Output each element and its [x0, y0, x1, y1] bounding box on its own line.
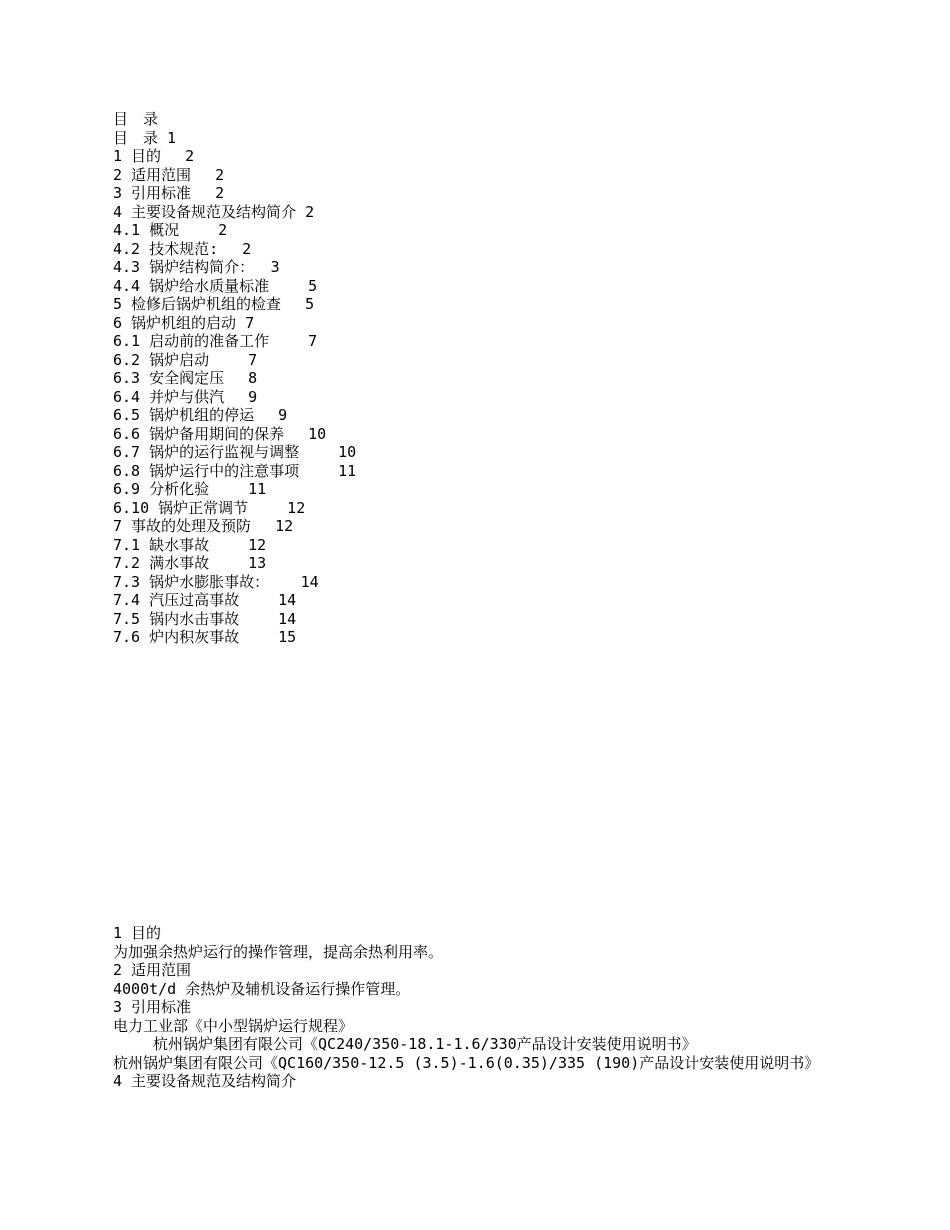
toc-entry[interactable]: 7.3 锅炉水膨胀事故： 14 — [113, 572, 319, 591]
paragraph: 4000t/d 余热炉及辅机设备运行操作管理。 — [113, 979, 411, 998]
toc-entry[interactable]: 6.1 启动前的准备工作 7 — [113, 332, 318, 350]
toc-entry[interactable]: 6.4 并炉与供汽 9 — [113, 387, 258, 406]
section-heading: 4 主要设备规范及结构简介 — [113, 1072, 297, 1090]
toc-entry[interactable]: 7 事故的处理及预防 12 — [113, 517, 294, 535]
section-heading: 3 引用标准 — [113, 998, 192, 1016]
toc-entry[interactable]: 6.5 锅炉机组的停运 9 — [113, 406, 288, 424]
toc-entry[interactable]: 7.2 满水事故 13 — [113, 554, 267, 572]
paragraph: 为加强余热炉运行的操作管理，提高余热利用率。 — [113, 942, 444, 961]
table-of-contents — [113, 110, 873, 647]
toc-entry[interactable]: 6 锅炉机组的启动 7 — [113, 313, 255, 332]
section-heading: 1 目的 — [113, 924, 162, 942]
toc-entry[interactable]: 7.1 缺水事故 12 — [113, 535, 267, 554]
section-heading: 2 适用范围 — [113, 961, 192, 979]
reference-item: 杭州锅炉集团有限公司《QC160/350-12.5 (3.5)-1.6(0.35)/335 (190)产品设计安装使用说明书》 — [113, 1053, 820, 1072]
toc-entry[interactable]: 6.10 锅炉正常调节 12 — [113, 498, 306, 517]
toc-entry[interactable]: 6.2 锅炉启动 7 — [113, 350, 258, 369]
toc-entry[interactable]: 4.1 概况 2 — [113, 221, 228, 239]
toc-entry[interactable]: 目 录 1 — [113, 128, 177, 147]
toc-entry[interactable]: 1 目的 2 — [113, 147, 195, 165]
toc-entry[interactable]: 6.6 锅炉备用期间的保养 10 — [113, 424, 327, 443]
toc-entry[interactable]: 7.4 汽压过高事故 14 — [113, 591, 297, 609]
reference-item: 电力工业部《中小型锅炉运行规程》 — [113, 1016, 354, 1035]
toc-entry[interactable]: 6.8 锅炉运行中的注意事项 11 — [113, 461, 357, 480]
document-body — [113, 924, 833, 1091]
toc-entry[interactable]: 4.2 技术规范: 2 — [113, 239, 252, 258]
toc-entry[interactable]: 3 引用标准 2 — [113, 184, 225, 202]
toc-entry[interactable]: 6.3 安全阀定压 8 — [113, 369, 258, 387]
toc-entry[interactable]: 4.4 锅炉给水质量标准 5 — [113, 276, 318, 295]
reference-item: 杭州锅炉集团有限公司《QC240/350-18.1-1.6/330产品设计安装使用说明书》 — [153, 1035, 697, 1053]
toc-entry[interactable]: 5 检修后锅炉机组的检查 5 — [113, 295, 315, 313]
toc-entry[interactable]: 4.3 锅炉结构简介： 3 — [113, 258, 280, 276]
toc-entry[interactable]: 4 主要设备规范及结构简介 2 — [113, 202, 315, 221]
toc-heading: 目 录 — [113, 110, 159, 128]
toc-entry[interactable]: 7.5 锅内水击事故 14 — [113, 609, 297, 628]
toc-entry[interactable]: 7.6 炉内积灰事故 15 — [113, 628, 297, 646]
toc-entry[interactable]: 6.9 分析化验 11 — [113, 480, 267, 498]
toc-entry[interactable]: 6.7 锅炉的运行监视与调整 10 — [113, 443, 357, 461]
toc-entry[interactable]: 2 适用范围 2 — [113, 165, 225, 184]
